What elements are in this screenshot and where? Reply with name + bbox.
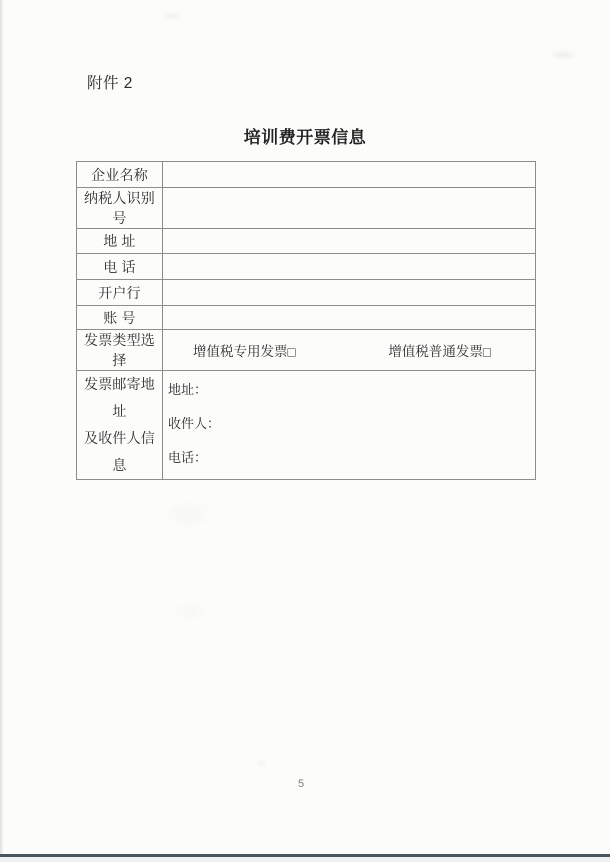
option-vat-special-invoice	[193, 340, 296, 360]
row-value-mailing-info	[163, 371, 536, 480]
row-label-taxpayer-id: 纳税人识别号	[77, 188, 163, 229]
row-label-bank: 开户行	[77, 280, 163, 306]
option-vat-special-label: 增值税专用发票	[193, 344, 288, 359]
table-row-bank	[77, 280, 536, 306]
table-row-mailing-info	[77, 371, 536, 480]
mailing-field-recipient: 收件人：	[168, 416, 221, 431]
scan-left-edge-artifact	[0, 0, 3, 862]
mailing-field-phone: 电话：	[168, 450, 208, 465]
table-row-company-name	[77, 162, 536, 188]
table-row-phone	[77, 254, 536, 280]
attachment-label: 附件 2	[87, 75, 133, 92]
mailing-label-line2: 及收件人信息	[84, 430, 155, 473]
vat-general-checkbox-icon: □	[482, 344, 491, 360]
table-row-taxpayer-id	[77, 188, 536, 229]
row-label-invoice-type: 发票类型选择	[77, 330, 163, 371]
mailing-field-address: 地址：	[168, 382, 208, 397]
scan-bottom-edge-artifact	[0, 854, 610, 862]
row-label-account-number: 账 号	[77, 306, 163, 330]
vat-special-checkbox-icon: □	[287, 344, 296, 360]
row-value-company-name	[163, 162, 536, 188]
table-row-account-number	[77, 306, 536, 330]
page-number: 5	[297, 778, 305, 790]
row-value-phone	[163, 254, 536, 280]
invoice-info-table	[76, 161, 536, 480]
row-value-bank	[163, 280, 536, 306]
row-label-address: 地 址	[77, 229, 163, 254]
option-vat-general-invoice	[388, 340, 491, 360]
row-label-phone: 电 话	[77, 254, 163, 280]
table-row-invoice-type	[77, 330, 536, 371]
row-value-invoice-type	[163, 330, 536, 371]
mailing-label-line1: 发票邮寄地址	[84, 376, 155, 419]
row-value-taxpayer-id	[163, 188, 536, 229]
row-value-address	[163, 229, 536, 254]
mailing-fields	[163, 371, 535, 468]
table-row-address	[77, 229, 536, 254]
option-vat-general-label: 增值税普通发票	[388, 344, 483, 359]
invoice-type-options	[163, 340, 535, 360]
row-label-company-name: 企业名称	[77, 162, 163, 188]
page-title: 培训费开票信息	[243, 128, 367, 147]
row-value-account-number	[163, 306, 536, 330]
row-label-mailing-info	[77, 371, 163, 480]
